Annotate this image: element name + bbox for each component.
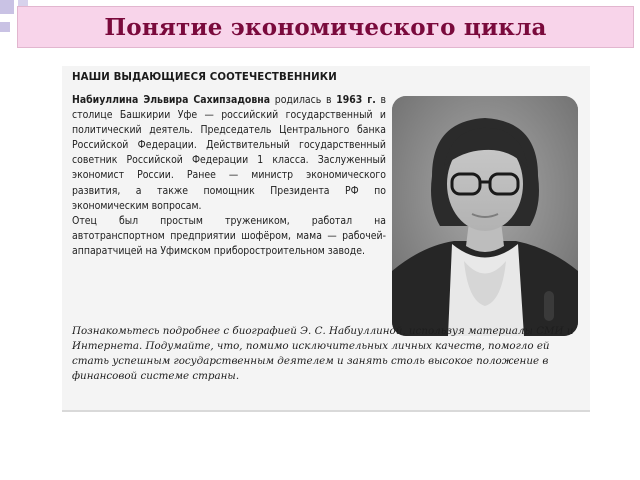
- birth-year: 1963 г.: [336, 94, 376, 106]
- person-name: Набиуллина Эльвира Сахипзадовна: [72, 94, 271, 106]
- textbook-excerpt: [62, 66, 590, 412]
- portrait-photo: [392, 96, 578, 336]
- slide-title: Понятие экономического цикла: [104, 13, 547, 41]
- biography-paragraph-1: [72, 93, 386, 214]
- assignment-text: Познакомьтесь подробнее с биографией Э. С. Набиуллиной, используя материалы СМИ и Интернета. Подумайте, что, помимо исключительных личных качеств, помогло ей стать успешным государственным деятелем и занять столь высокое положение в финансовой системе страны.: [72, 325, 574, 382]
- corner-decoration: [0, 0, 14, 14]
- bio-text-part2: в столице Башкирии Уфе — российский государственный и политический деятель. Председатель Центрального банка Российской Федерации. Действительный государственный советник Российской Федерации 1 класса. Заслуженный экономист России. Ранее — министр экономического развития, а также помощник Президента РФ по экономическим вопросам.: [72, 94, 386, 212]
- biography-paragraph-2: Отец был простым тружеником, работал на автотранспортном предприятии шофёром, мама — рабочей-аппаратчицей на Уфимском приборостроительном заводе.: [72, 214, 386, 257]
- biography-text: [72, 93, 386, 259]
- portrait-image: [392, 96, 578, 336]
- section-heading: НАШИ ВЫДАЮЩИЕСЯ СООТЕЧЕСТВЕННИКИ: [72, 72, 337, 83]
- corner-decoration: [0, 22, 10, 32]
- bio-text-part1: родилась в: [270, 94, 337, 106]
- slide-title-bar: [17, 6, 634, 48]
